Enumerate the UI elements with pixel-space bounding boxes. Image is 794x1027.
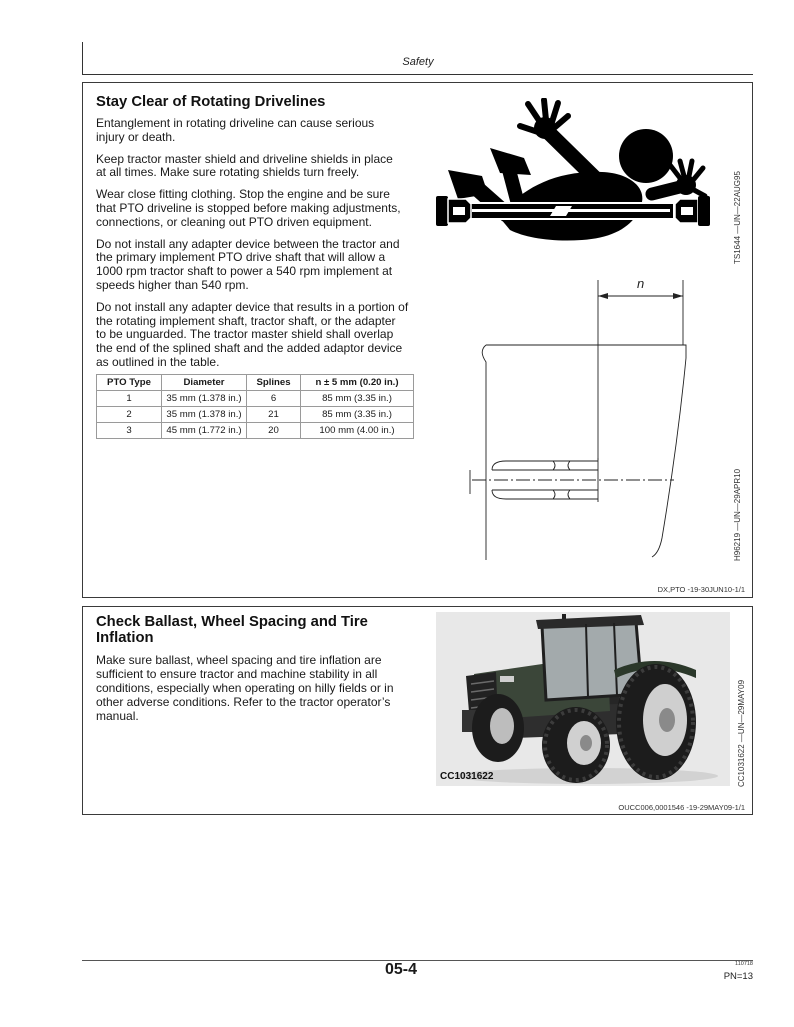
table-cell: 35 mm (1.378 in.) [162,391,247,407]
ballast-text-column [96,653,431,731]
table-cell: 100 mm (4.00 in.) [301,423,414,439]
module-reference-code: OUCC006,0001546 -19-29MAY09-1/1 [618,803,745,812]
diagram-figure-code: H96219 —UN—29APR10 [733,468,742,562]
dimension-label-n: n [637,276,645,291]
tractor-front-far-wheel [472,694,524,762]
pictogram-left-arm [520,100,597,180]
table-row [97,391,414,407]
safety-paragraph-3: Wear close fitting clothing. Stop the engine and be sure that PTO driveline is stopped before making adjustments, connections, or cleaning out PTO driven equipment. [96,187,401,229]
page-date-code: 110718 [735,961,753,967]
module-title-drivelines: Stay Clear of Rotating Drivelines [96,94,326,110]
driveline-text-column [96,117,431,378]
safety-paragraph-2: Keep tractor master shield and driveline shields in place at all times. Make sure rotating shields turn freely. [96,151,393,180]
pto-spec-table [96,374,414,439]
table-header-row [97,375,414,391]
page-index: PN=13 [723,971,753,982]
ballast-paragraph: Make sure ballast, wheel spacing and tire inflation are sufficient to ensure tractor and machine stability in all conditions, especially when operating on hilly fields or in other adverse conditions. Refer to the tractor operator’s manual. [96,653,394,723]
pictogram-figure-code: TS1644 —UN—22AUG95 [733,171,742,265]
section-header-title: Safety [402,56,434,68]
safety-paragraph-1: Entanglement in rotating driveline can cause serious injury or death. [96,116,375,144]
table-cell: 85 mm (3.35 in.) [301,391,414,407]
table-cell: 1 [97,391,162,407]
entanglement-hazard-icon [432,98,714,248]
table-row [97,407,414,423]
pictogram-left-hand [534,117,556,139]
table-cell: 35 mm (1.378 in.) [162,407,247,423]
safety-paragraph-4: Do not install any adapter device between the tractor and the primary implement PTO drive shaft that will allow a 1000 rpm tractor shaft to power a 540 rpm implement at speeds higher than 540 rpm. [96,236,400,292]
table-cell: 3 [97,423,162,439]
shield-outline [486,345,686,557]
table-cell: 2 [97,407,162,423]
table-cell: 6 [247,391,301,407]
shield-left-edge [482,345,486,560]
shield-overlap-diagram [462,270,694,570]
module-title-ballast: Check Ballast, Wheel Spacing and Tire Inflation [96,614,368,646]
pictogram-head [619,129,673,183]
module-reference-code: DX,PTO -19-30JUN10-1/1 [657,585,745,594]
table-header-cell: PTO Type [97,375,162,391]
tractor-rear-wheel [616,664,696,780]
table-header-cell: Splines [247,375,301,391]
header-bottom-rule [82,74,753,75]
table-header-cell: n ± 5 mm (0.20 in.) [301,375,414,391]
table-header-cell: Diameter [162,375,247,391]
safety-paragraph-5: Do not install any adapter device that results in a portion of the rotating implement shaft, tractor shaft, or the adapter to be unguarded. The tractor master shield shall overlap the end of the splined shaft and the added adaptor device as outlined in the table. [96,299,409,369]
dimension-arrow-left [598,293,608,299]
table-cell: 20 [247,423,301,439]
header-left-rule [82,42,83,74]
table-cell: 21 [247,407,301,423]
tractor-front-near-wheel [542,707,610,783]
pictogram-right-hand [676,175,696,195]
dimension-arrow-right [673,293,683,299]
table-row [97,423,414,439]
page-number: 05-4 [384,961,418,978]
table-cell: 45 mm (1.772 in.) [162,423,247,439]
table-cell: 85 mm (3.35 in.) [301,407,414,423]
tractor-photo [436,612,730,786]
photo-figure-code: CC1031622 —UN—29MAY09 [737,679,746,787]
photo-caption: CC1031622 [440,771,494,782]
